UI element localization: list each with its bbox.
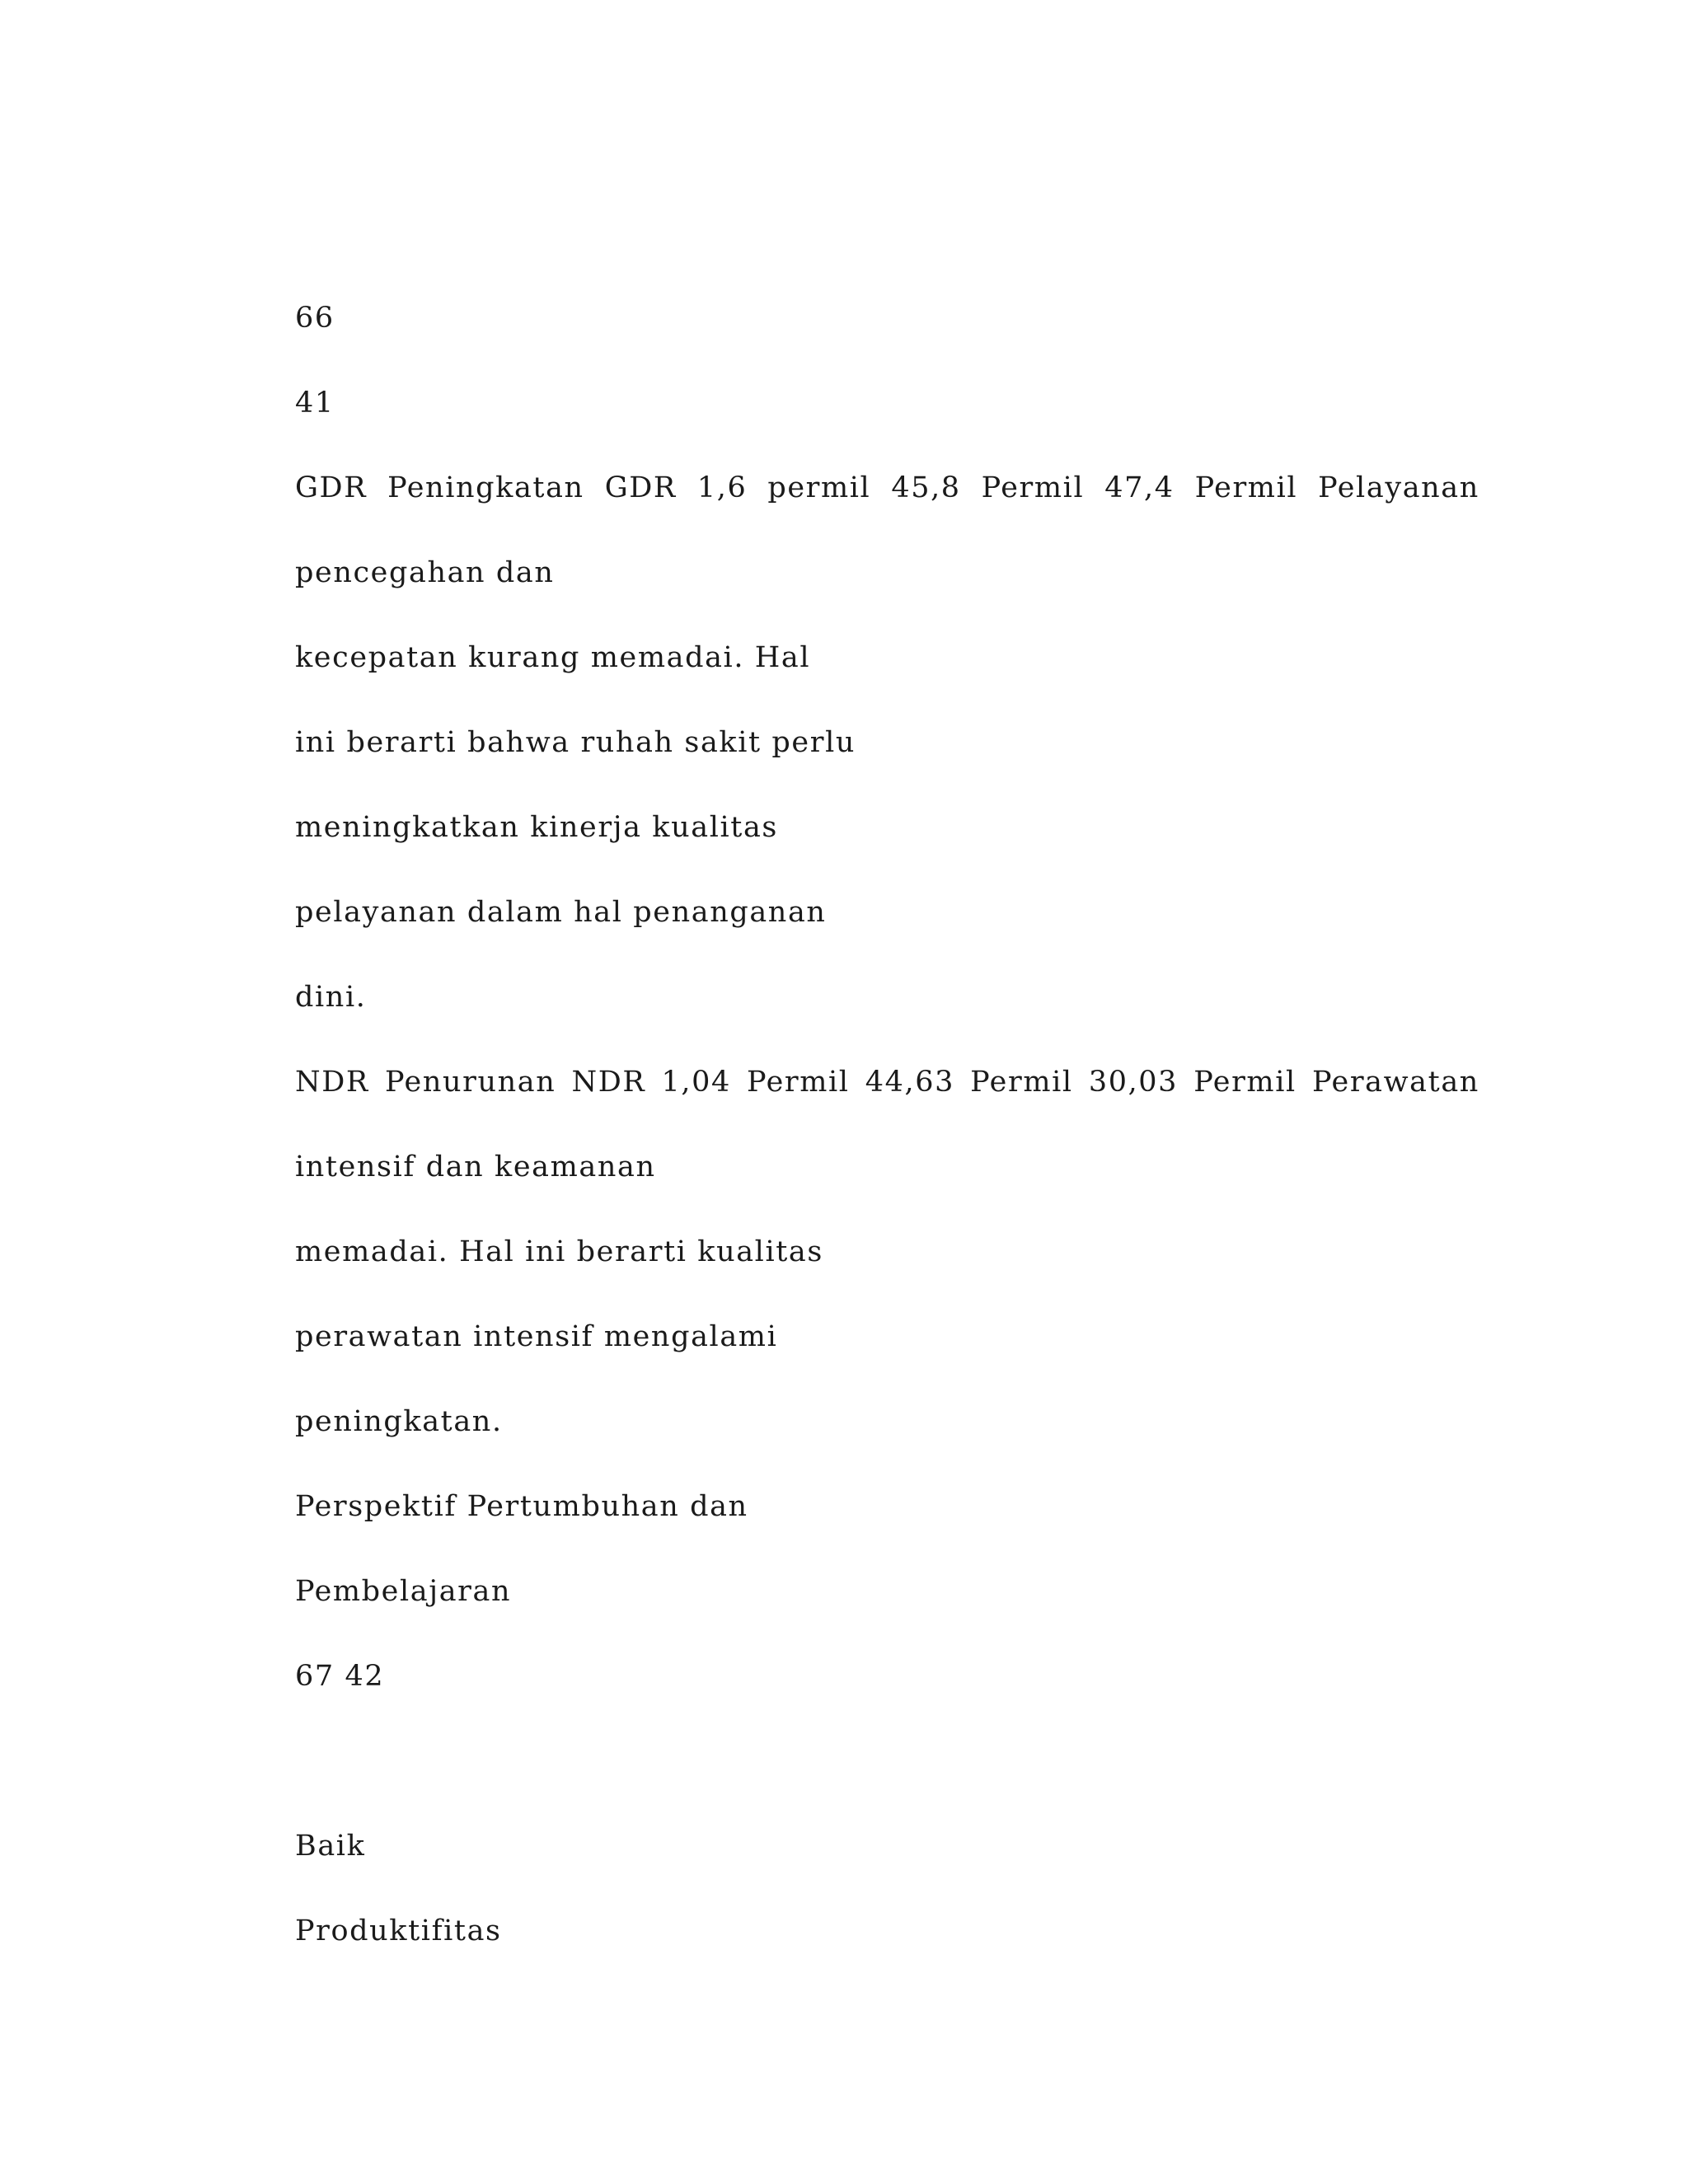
ndr-cell: Perawatan: [1311, 1066, 1479, 1099]
section-heading: Pembelajaran: [295, 1575, 512, 1608]
gdr-cell: 47,4: [1104, 471, 1175, 504]
text-line: peningkatan.: [295, 1405, 503, 1438]
ndr-cell: NDR: [571, 1066, 646, 1099]
gdr-cell: Permil: [1194, 471, 1298, 504]
text-line: pelayanan dalam hal penanganan: [295, 896, 827, 929]
ndr-cell: 1,04: [661, 1066, 731, 1099]
page-number-41: 41: [295, 387, 335, 419]
text-line: Produktifitas: [295, 1915, 502, 1947]
text-line: Baik: [295, 1830, 366, 1863]
ndr-cell: NDR: [295, 1066, 369, 1099]
text-line: kecepatan kurang memadai. Hal: [295, 641, 811, 674]
section-heading: Perspektif Pertumbuhan dan: [295, 1490, 748, 1523]
ndr-cell: 30,03: [1088, 1066, 1179, 1099]
ndr-cell: Penurunan: [384, 1066, 556, 1099]
text-line: intensif dan keamanan: [295, 1151, 656, 1183]
gdr-cell: permil: [767, 471, 871, 504]
ndr-row: [295, 1062, 1479, 1102]
gdr-cell: 45,8: [891, 471, 961, 504]
page-number-66: 66: [295, 302, 335, 335]
text-line: dini.: [295, 981, 367, 1014]
ndr-cell: Permil: [1193, 1066, 1296, 1099]
text-line: ini berarti bahwa ruhah sakit perlu: [295, 726, 856, 759]
gdr-cell: GDR: [295, 471, 368, 504]
gdr-cell: 1,6: [696, 471, 748, 504]
gdr-cell: Pelayanan: [1318, 471, 1479, 504]
ndr-cell: Permil: [747, 1066, 850, 1099]
gdr-row: [295, 468, 1479, 508]
gdr-cell: Peningkatan: [387, 471, 584, 504]
gdr-cell: Permil: [981, 471, 1085, 504]
ndr-cell: 44,63: [865, 1066, 954, 1099]
text-line: memadai. Hal ini berarti kualitas: [295, 1235, 823, 1268]
page-numbers: 67 42: [295, 1660, 385, 1693]
text-line: perawatan intensif mengalami: [295, 1320, 778, 1353]
text-line: pencegahan dan: [295, 556, 555, 589]
ndr-cell: Permil: [970, 1066, 1073, 1099]
gdr-cell: GDR: [604, 471, 677, 504]
text-line: meningkatkan kinerja kualitas: [295, 811, 778, 844]
